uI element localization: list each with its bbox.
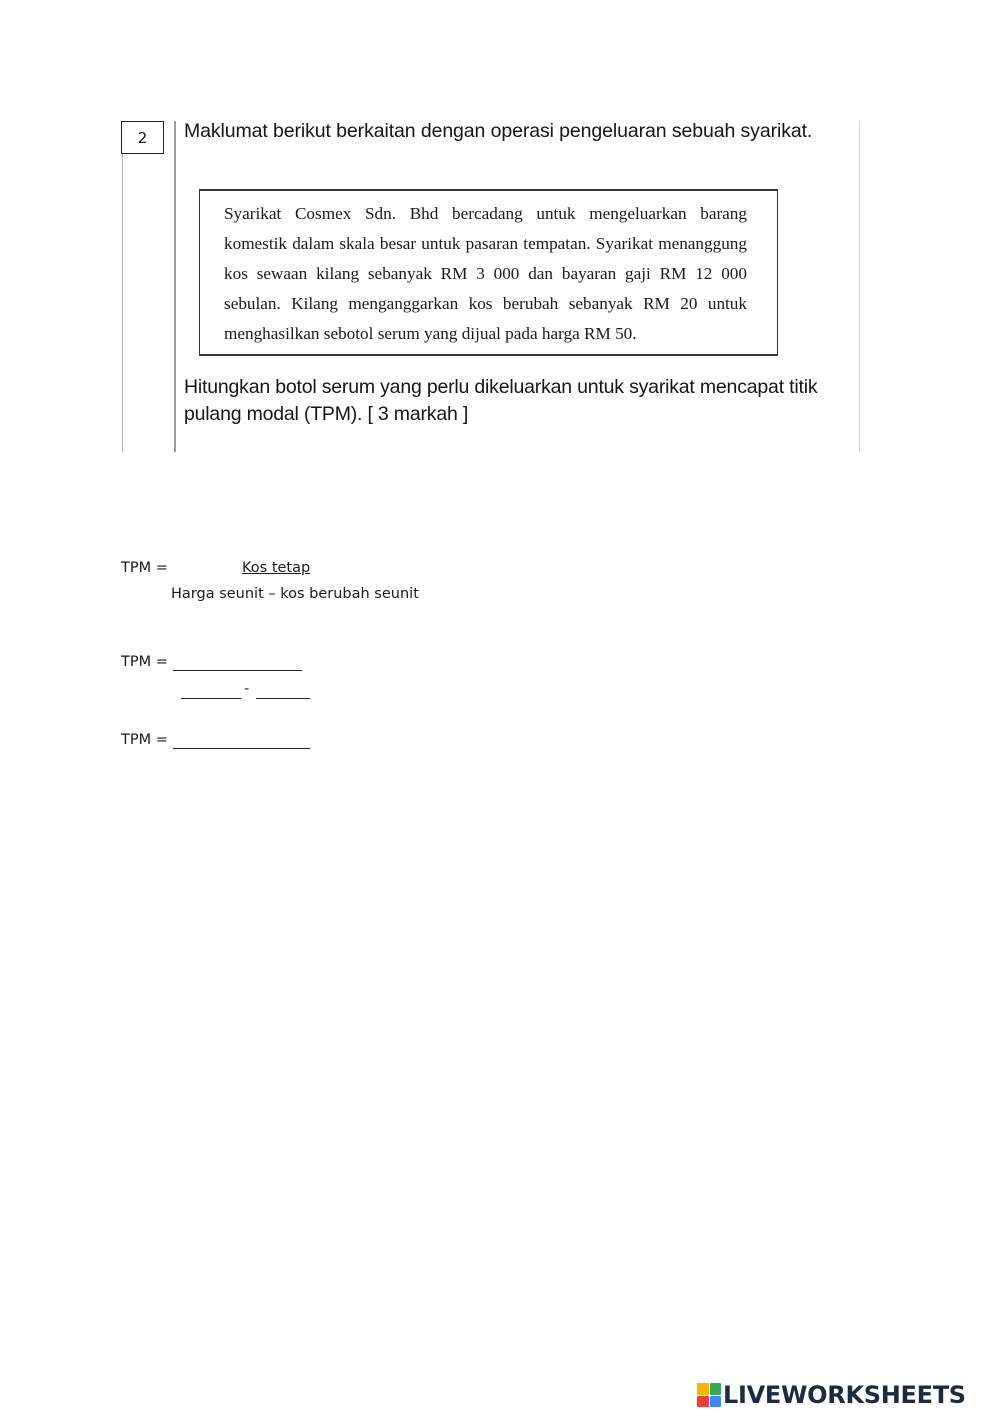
formula-numerator: Kos tetap (242, 560, 311, 576)
liveworksheets-logo (697, 1379, 966, 1411)
info-box (199, 189, 778, 356)
logo-text: LIVEWORKSHEETS (723, 1381, 966, 1409)
info-box-text: Syarikat Cosmex Sdn. Bhd bercadang untuk mengeluarkan barang komestik dalam skala besar untuk pasaran tempatan. Syarikat menanggung kos sewaan kilang sebanyak RM 3 000 dan bayaran gaji RM 12 000 sebulan. Kilang menganggarkan kos berubah sebanyak RM 20 untuk menghasilkan sebotol serum yang dijual pada harga RM 50. (224, 204, 747, 343)
step2-numerator-blank[interactable] (173, 670, 302, 671)
step3-answer-blank[interactable] (173, 748, 310, 749)
step2-minus-sign: - (244, 681, 250, 697)
question-prompt: Hitungkan botol serum yang perlu dikeluarkan untuk syarikat mencapat titik pulang modal (TPM). [ 3 markah ] (184, 376, 818, 425)
liveworksheets-logo-icon (697, 1383, 721, 1407)
step2-label: TPM = (121, 654, 168, 670)
formula-denominator: Harga seunit – kos berubah seunit (171, 586, 419, 602)
formula-label: TPM = (121, 560, 168, 576)
step2-cost-blank[interactable] (256, 698, 310, 699)
left-margin-line (122, 154, 123, 452)
question-divider-line (174, 121, 176, 452)
step2-price-blank[interactable] (181, 698, 241, 699)
question-number: 2 (121, 121, 164, 154)
step3-label: TPM = (121, 732, 168, 748)
question-intro: Maklumat berikut berkaitan dengan operasi pengeluaran sebuah syarikat. (184, 120, 813, 142)
